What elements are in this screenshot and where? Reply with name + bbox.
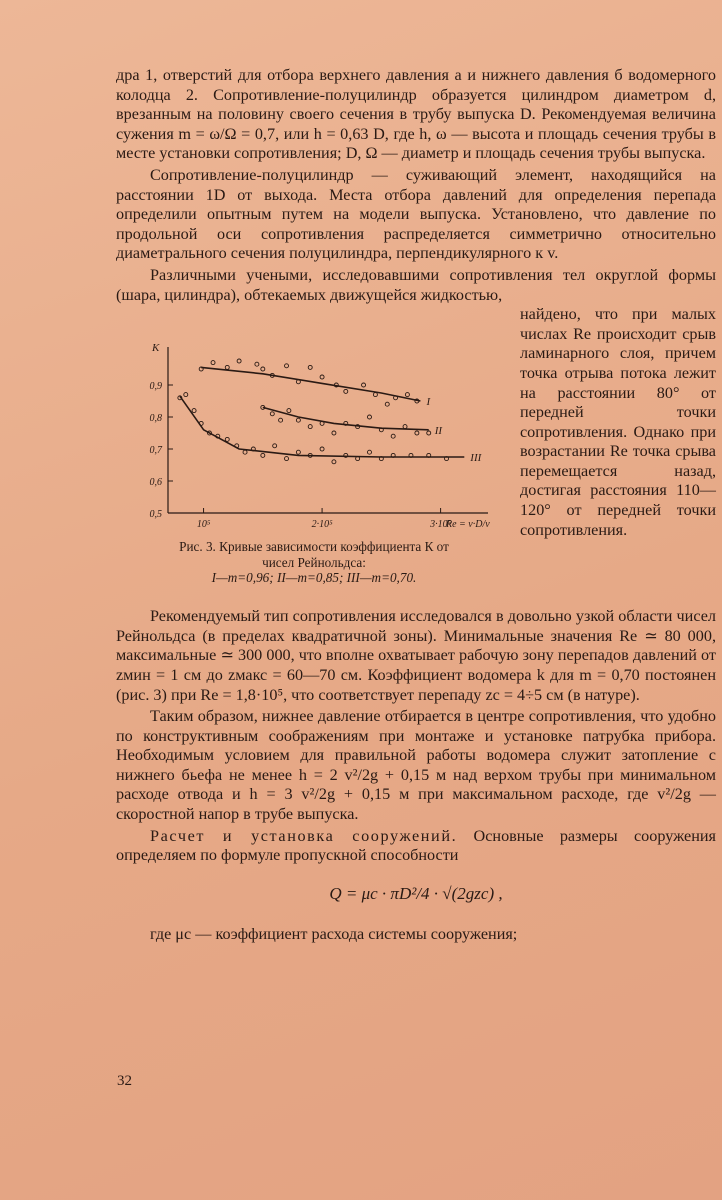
- series-curve-I: [201, 368, 420, 402]
- paragraph-4: Рекомендуемый тип сопротивления исследовался в довольно узкой области чисел Рейнольдса (в пределах квадратичной зоны). Минимальные значения Re ≃ 80 000, максимальные ≃ 300 000, что вполне охватывает рабочую зону перепадов давлений от zмин = 1 см до zмакс = 60—70 см. Коэффициент водомера k для m = 0,70 постоянен (рис. 3) при Re = 1,8·10⁵, что соответствует перепаду zc = 4÷5 см (в натуре).: [116, 607, 716, 704]
- data-point-II: [415, 431, 419, 435]
- y-axis-label: К: [152, 342, 160, 355]
- x-tick-label: 3·10⁵: [430, 519, 452, 531]
- figure-caption: [128, 539, 500, 586]
- data-point-I: [211, 361, 215, 365]
- data-point-I: [308, 366, 312, 370]
- caption-line-2: чисел Рейнольдса:: [262, 554, 366, 570]
- data-point-III: [273, 444, 277, 448]
- text-column: [116, 66, 716, 945]
- x-tick-label: 2·10⁵: [311, 519, 333, 531]
- series-curve-III: [180, 396, 464, 457]
- data-point-III: [261, 454, 265, 458]
- data-point-II: [308, 425, 312, 429]
- x-axis-label: Re = v·D/ν: [446, 519, 490, 531]
- section-heading: Расчет и установка сооружений.: [150, 826, 458, 845]
- chart-re-k: [128, 335, 500, 531]
- paragraph-6: [116, 827, 716, 866]
- data-point-I: [296, 380, 300, 384]
- y-tick-label: 0,6: [149, 477, 162, 489]
- data-point-I: [405, 393, 409, 397]
- series-label-II: II: [434, 424, 443, 437]
- data-point-I: [285, 364, 289, 368]
- data-point-II: [332, 431, 336, 435]
- paragraph-2: Сопротивление-полуцилиндр — суживающий элемент, находящийся на расстоянии 1D от выхода. Места отбора давлений для определения перепада определили опытным путем на модели выпуска. Установлено, что давление по продольной оси сопротивления распределяется симметрично относительно диаметрального сечения полуцилиндра, перпендикулярного к v.: [116, 165, 716, 263]
- y-tick-label: 0,7: [149, 445, 162, 457]
- formula: Q = μc · πD²/4 · √(2gzc) ,: [329, 883, 503, 903]
- series-label-III: III: [470, 452, 482, 465]
- paragraph-7: где μc — коэффициент расхода системы сооружения;: [150, 925, 518, 944]
- data-point-III: [192, 409, 196, 413]
- data-point-III: [367, 450, 371, 454]
- y-tick-label: 0,8: [149, 413, 162, 425]
- y-tick-label: 0,9: [149, 381, 162, 393]
- data-point-I: [373, 393, 377, 397]
- paragraph-5: Таким образом, нижнее давление отбирается в центре сопротивления, что удобно по конструктивным соображениям при монтаже и установке патрубка прибора. Необходимым условием для правильной работы водомера служит затопление с нижнего бьефа не менее h = 2 v²/2g + 0,15 м над верхом трубы при минимальном расходе отвода и h = 3 v²/2g + 0,15 м при максимальном расходе, где v²/2g — скоростной напор в трубе выпуска.: [116, 707, 716, 824]
- data-point-II: [279, 418, 283, 422]
- data-point-I: [362, 383, 366, 387]
- paragraph-1: дра 1, отверстий для отбора верхнего давления a и нижнего давления б водомерного колодца 2. Сопротивление-полуцилиндр образуется цилиндром диаметром d, врезанным на половину своего сечения в трубу выпуска D. Рекомендуемая величина сужения m = ω/Ω = 0,7, или h = 0,63 D, где h, ω — высота и площадь сечения трубы в месте установки сопротивления; D, Ω — диаметр и площадь сечения трубы выпуска.: [116, 66, 716, 163]
- data-point-I: [225, 366, 229, 370]
- data-point-III: [296, 450, 300, 454]
- data-point-I: [344, 390, 348, 394]
- series-curve-II: [263, 408, 429, 430]
- data-point-II: [391, 434, 395, 438]
- data-point-II: [367, 415, 371, 419]
- figure-3: [128, 335, 500, 586]
- data-point-I: [261, 367, 265, 371]
- paragraph-3-top: Различными учеными, исследовавшими сопротивления тел округлой формы (шара, цилиндра), обтекаемых движущейся жидкостью,: [116, 265, 716, 304]
- caption-line-3: I—m=0,96; II—m=0,85; III—m=0,70.: [211, 570, 417, 586]
- figure-wrap-area: [116, 305, 716, 605]
- data-point-I: [237, 359, 241, 363]
- series-label-I: I: [426, 396, 431, 409]
- data-point-I: [320, 375, 324, 379]
- paragraph-6-body: Основные размеры сооружения определяем по формуле пропускной способности: [116, 826, 717, 865]
- x-tick-label: 10⁵: [196, 519, 211, 531]
- data-point-II: [287, 409, 291, 413]
- y-tick-label: 0,5: [149, 509, 162, 521]
- data-point-II: [270, 412, 274, 416]
- data-point-II: [403, 425, 407, 429]
- data-point-II: [296, 418, 300, 422]
- data-point-I: [385, 402, 389, 406]
- data-point-III: [320, 447, 324, 451]
- caption-line-1: Рис. 3. Кривые зависимости коэффициента К от: [179, 539, 449, 555]
- data-point-III: [285, 457, 289, 461]
- data-point-III: [332, 460, 336, 464]
- data-point-III: [184, 393, 188, 397]
- data-point-I: [255, 362, 259, 366]
- data-point-III: [225, 438, 229, 442]
- paragraph-3-right: найдено, что при малых числах Re происходит срыв ламинарного слоя, причем точка отрыва потока лежит на расстоянии 80° от передней точки сопротивления. Однако при возрастании Re точка срыва перемещается назад, достигая расстояния 110—120° от передней точки сопротивления.: [520, 305, 716, 539]
- data-point-III: [243, 450, 247, 454]
- data-point-II: [427, 431, 431, 435]
- page-number: 32: [117, 1073, 132, 1089]
